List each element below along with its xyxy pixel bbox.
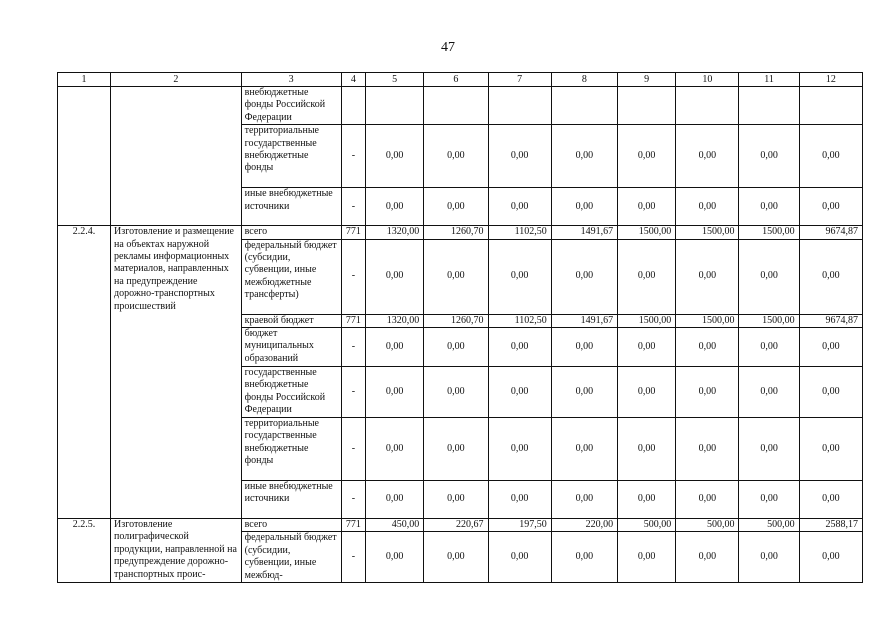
amount-cell: 0,00 — [799, 367, 862, 418]
item-name: Изготовление и размещение на объектах наружной рекламы информационных материалов, направленных на предупреждение дорожно-транспортных происшествий — [111, 226, 242, 519]
amount-cell: 0,00 — [618, 367, 676, 418]
amount-cell: 0,00 — [739, 418, 799, 481]
amount-cell: 0,00 — [799, 239, 862, 314]
amount-cell: 0,00 — [488, 481, 551, 519]
amount-cell: 0,00 — [551, 188, 617, 226]
amount-cell: 2588,17 — [799, 519, 862, 532]
amount-cell: 0,00 — [424, 125, 488, 188]
table-row — [58, 519, 863, 532]
amount-cell: 0,00 — [424, 239, 488, 314]
column-number-4: 4 — [341, 73, 365, 87]
grbs-code: - — [341, 532, 365, 583]
amount-cell: 500,00 — [739, 519, 799, 532]
amount-cell: 1260,70 — [424, 226, 488, 239]
table-header-row — [58, 73, 863, 87]
column-number-7: 7 — [488, 73, 551, 87]
amount-cell: 0,00 — [799, 532, 862, 583]
amount-cell: 9674,87 — [799, 314, 862, 327]
amount-cell: 0,00 — [676, 125, 739, 188]
amount-cell: 0,00 — [618, 532, 676, 583]
amount-cell — [424, 87, 488, 125]
funding-source: федеральный бюджет (субсидии, субвенции, иные межбюд- — [241, 532, 341, 583]
amount-cell: 0,00 — [366, 125, 424, 188]
amount-cell: 0,00 — [739, 481, 799, 519]
amount-cell: 1320,00 — [366, 226, 424, 239]
amount-cell: 1500,00 — [739, 226, 799, 239]
column-number-1: 1 — [58, 73, 111, 87]
amount-cell: 1500,00 — [676, 226, 739, 239]
amount-cell: 0,00 — [618, 188, 676, 226]
grbs-code: 771 — [341, 226, 365, 239]
amount-cell: 0,00 — [551, 418, 617, 481]
amount-cell: 0,00 — [488, 125, 551, 188]
amount-cell: 0,00 — [676, 367, 739, 418]
amount-cell: 0,00 — [551, 532, 617, 583]
amount-cell: 0,00 — [488, 328, 551, 367]
amount-cell: 500,00 — [676, 519, 739, 532]
column-number-11: 11 — [739, 73, 799, 87]
amount-cell: 0,00 — [676, 328, 739, 367]
funding-source: территориальные государственные внебюджетные фонды — [241, 125, 341, 188]
amount-cell: 0,00 — [424, 328, 488, 367]
amount-cell: 0,00 — [488, 418, 551, 481]
amount-cell: 0,00 — [366, 328, 424, 367]
funding-source: федеральный бюджет (субсидии, субвенции, иные межбюджетные трансферты) — [241, 239, 341, 314]
amount-cell: 0,00 — [424, 418, 488, 481]
amount-cell: 0,00 — [366, 367, 424, 418]
amount-cell: 0,00 — [676, 239, 739, 314]
amount-cell: 0,00 — [618, 328, 676, 367]
amount-cell: 0,00 — [618, 418, 676, 481]
item-code: 2.2.4. — [58, 226, 111, 519]
amount-cell: 0,00 — [551, 328, 617, 367]
amount-cell: 0,00 — [739, 125, 799, 188]
amount-cell — [618, 87, 676, 125]
amount-cell: 0,00 — [488, 188, 551, 226]
amount-cell: 0,00 — [488, 367, 551, 418]
amount-cell: 1500,00 — [618, 314, 676, 327]
column-number-2: 2 — [111, 73, 242, 87]
column-number-3: 3 — [241, 73, 341, 87]
item-name — [111, 87, 242, 226]
column-number-12: 12 — [799, 73, 862, 87]
grbs-code: - — [341, 481, 365, 519]
amount-cell: 500,00 — [618, 519, 676, 532]
amount-cell: 0,00 — [424, 188, 488, 226]
amount-cell: 1491,67 — [551, 226, 617, 239]
table-row — [58, 87, 863, 125]
amount-cell: 0,00 — [739, 367, 799, 418]
amount-cell: 0,00 — [739, 239, 799, 314]
column-number-10: 10 — [676, 73, 739, 87]
budget-table — [57, 72, 863, 583]
grbs-code: - — [341, 125, 365, 188]
grbs-code: - — [341, 239, 365, 314]
amount-cell: 0,00 — [739, 328, 799, 367]
amount-cell: 0,00 — [366, 239, 424, 314]
amount-cell: 0,00 — [799, 328, 862, 367]
amount-cell: 0,00 — [551, 125, 617, 188]
amount-cell: 0,00 — [618, 239, 676, 314]
funding-source: иные внебюджетные источники — [241, 481, 341, 519]
amount-cell: 0,00 — [799, 188, 862, 226]
amount-cell: 1500,00 — [676, 314, 739, 327]
funding-source: иные внебюджетные источники — [241, 188, 341, 226]
amount-cell: 220,00 — [551, 519, 617, 532]
grbs-code: - — [341, 328, 365, 367]
amount-cell: 1491,67 — [551, 314, 617, 327]
funding-source: внебюджетные фонды Российской Федерации — [241, 87, 341, 125]
amount-cell: 0,00 — [551, 481, 617, 519]
amount-cell: 1500,00 — [739, 314, 799, 327]
amount-cell: 1260,70 — [424, 314, 488, 327]
funding-source: всего — [241, 519, 341, 532]
amount-cell: 0,00 — [676, 188, 739, 226]
item-code — [58, 87, 111, 226]
amount-cell: 220,67 — [424, 519, 488, 532]
grbs-code: - — [341, 188, 365, 226]
amount-cell: 0,00 — [551, 367, 617, 418]
amount-cell: 197,50 — [488, 519, 551, 532]
amount-cell: 0,00 — [676, 418, 739, 481]
amount-cell: 9674,87 — [799, 226, 862, 239]
amount-cell: 0,00 — [676, 481, 739, 519]
amount-cell: 0,00 — [676, 532, 739, 583]
amount-cell: 1102,50 — [488, 314, 551, 327]
grbs-code — [341, 87, 365, 125]
amount-cell: 450,00 — [366, 519, 424, 532]
item-code: 2.2.5. — [58, 519, 111, 583]
funding-source: бюджет муниципальных образований — [241, 328, 341, 367]
item-name: Изготовление полиграфической продукции, направленной на предупреждение дорожно-транспортных проис- — [111, 519, 242, 583]
grbs-code: 771 — [341, 519, 365, 532]
funding-source: краевой бюджет — [241, 314, 341, 327]
amount-cell: 0,00 — [488, 532, 551, 583]
amount-cell: 0,00 — [799, 418, 862, 481]
amount-cell — [551, 87, 617, 125]
table-row — [58, 226, 863, 239]
column-number-8: 8 — [551, 73, 617, 87]
amount-cell: 0,00 — [618, 481, 676, 519]
column-number-6: 6 — [424, 73, 488, 87]
amount-cell: 0,00 — [366, 532, 424, 583]
amount-cell: 0,00 — [424, 532, 488, 583]
amount-cell: 0,00 — [424, 367, 488, 418]
amount-cell: 0,00 — [366, 481, 424, 519]
amount-cell — [676, 87, 739, 125]
funding-source: всего — [241, 226, 341, 239]
amount-cell: 0,00 — [366, 418, 424, 481]
amount-cell: 1102,50 — [488, 226, 551, 239]
funding-source: государственные внебюджетные фонды Российской Федерации — [241, 367, 341, 418]
amount-cell: 0,00 — [488, 239, 551, 314]
column-number-9: 9 — [618, 73, 676, 87]
amount-cell: 1320,00 — [366, 314, 424, 327]
column-number-5: 5 — [366, 73, 424, 87]
amount-cell: 0,00 — [551, 239, 617, 314]
amount-cell — [799, 87, 862, 125]
amount-cell: 0,00 — [799, 125, 862, 188]
grbs-code: - — [341, 418, 365, 481]
page-number: 47 — [441, 40, 455, 55]
amount-cell — [366, 87, 424, 125]
amount-cell: 0,00 — [366, 188, 424, 226]
amount-cell: 0,00 — [424, 481, 488, 519]
funding-source: территориальные государственные внебюджетные фонды — [241, 418, 341, 481]
grbs-code: 771 — [341, 314, 365, 327]
amount-cell: 1500,00 — [618, 226, 676, 239]
amount-cell: 0,00 — [799, 481, 862, 519]
amount-cell — [739, 87, 799, 125]
grbs-code: - — [341, 367, 365, 418]
amount-cell: 0,00 — [618, 125, 676, 188]
amount-cell: 0,00 — [739, 532, 799, 583]
amount-cell — [488, 87, 551, 125]
amount-cell: 0,00 — [739, 188, 799, 226]
